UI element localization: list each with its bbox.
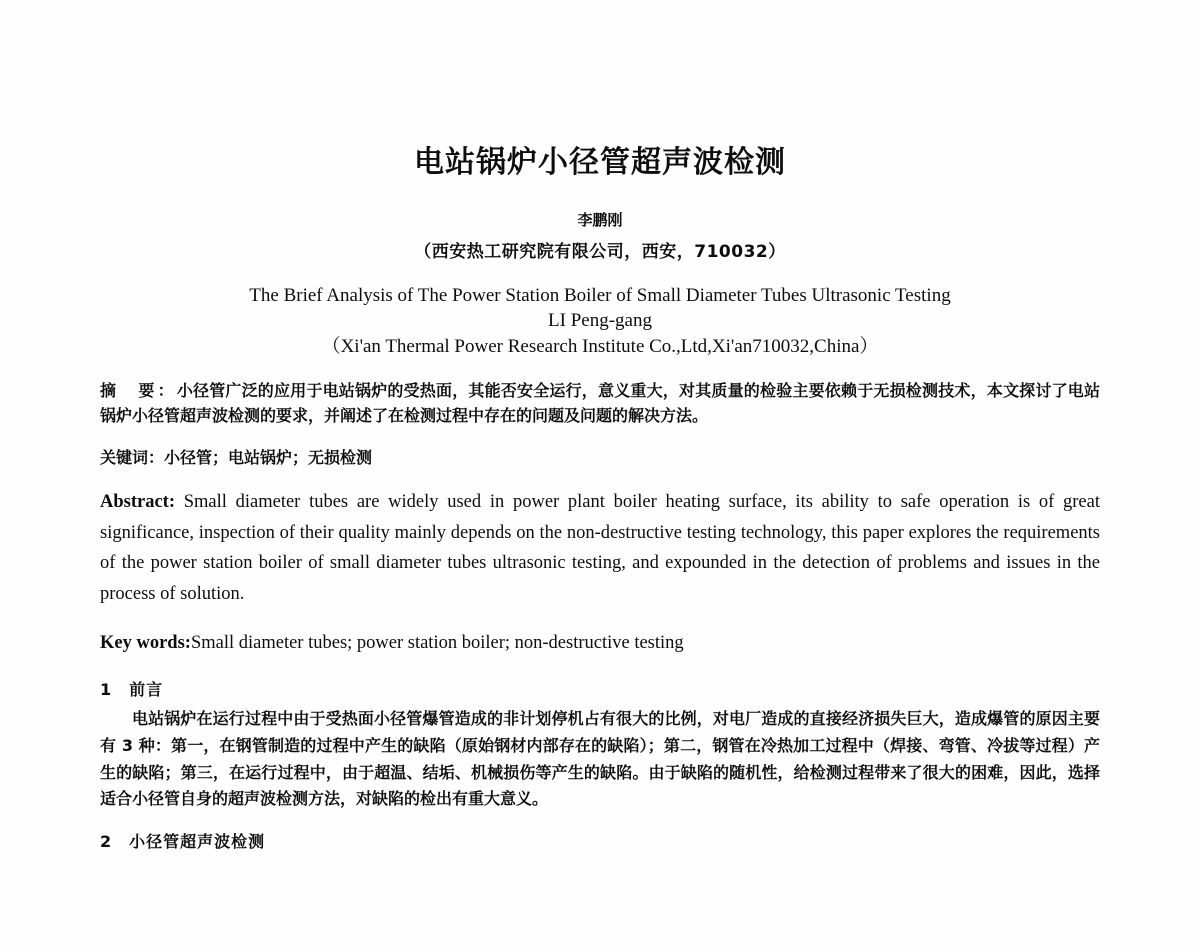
page-title: 电站锅炉小径管超声波检测 (414, 145, 786, 180)
keywords-english-text: Small diameter tubes; power station boiler; non-destructive testing (190, 632, 684, 653)
section-heading-2: 2 小径管超声波检测 (100, 832, 266, 852)
affiliation-chinese: （西安热工研究院有限公司，西安，710032） (414, 241, 786, 262)
section-1-paragraph: 电站锅炉在运行过程中由于受热面小径管爆管造成的非计划停机占有很大的比例，对电厂造成的直接经济损失巨大，造成爆管的原因主要有 3 种：第一，在钢管制造的过程中产生的缺陷（原始钢材内部存在的缺陷）；第二，钢管在冷热加工过程中（焊接、弯管、冷拔等过程）产生的缺陷；第三，在运行过程中，由于超温、结垢、机械损伤等产生的缺陷。由于缺陷的随机性，给检测过程带来了很大的困难，因此，选择适合小径管自身的超声波检测方法，对缺陷的检出有重大意义。 (100, 708, 1100, 809)
keywords-english-label: Key words: (100, 632, 191, 653)
affiliation-english: （Xi'an Thermal Power Research Institute Co.,Ltd,Xi'an710032,China） (321, 335, 879, 357)
abstract-chinese (100, 378, 1100, 430)
author-chinese: 李鹏刚 (577, 211, 623, 229)
keywords-chinese-text: 小径管；电站锅炉；无损检测 (164, 448, 373, 468)
abstract-english-label: Abstract: (100, 492, 176, 513)
abstract-chinese-label: 摘 要： (100, 380, 177, 400)
title-english: The Brief Analysis of The Power Station Boiler of Small Diameter Tubes Ultrasonic Testing (249, 284, 951, 306)
abstract-chinese-text: 小径管广泛的应用于电站锅炉的受热面，其能否安全运行，意义重大，对其质量的检验主要依赖于无损检测技术，本文探讨了电站锅炉小径管超声波检测的要求，并阐述了在检测过程中存在的问题及问题的解决方法。 (100, 380, 1100, 426)
section-heading-1: 1 前言 (100, 679, 164, 699)
author-english: LI Peng-gang (548, 310, 652, 332)
keywords-chinese-label: 关键词： (100, 448, 165, 468)
abstract-english (100, 487, 1100, 609)
keywords-english (100, 628, 1100, 659)
keywords-chinese (100, 445, 1100, 471)
abstract-english-text: Small diameter tubes are widely used in power plant boiler heating surface, its ability to safe operation is of great significance, inspection of their quality mainly depends on the non-destructive testing technology, this paper explores the requirements of the power station boiler of small diameter tubes ultrasonic testing, and expounded in the detection of problems and issues in the process of solution. (100, 492, 1100, 604)
